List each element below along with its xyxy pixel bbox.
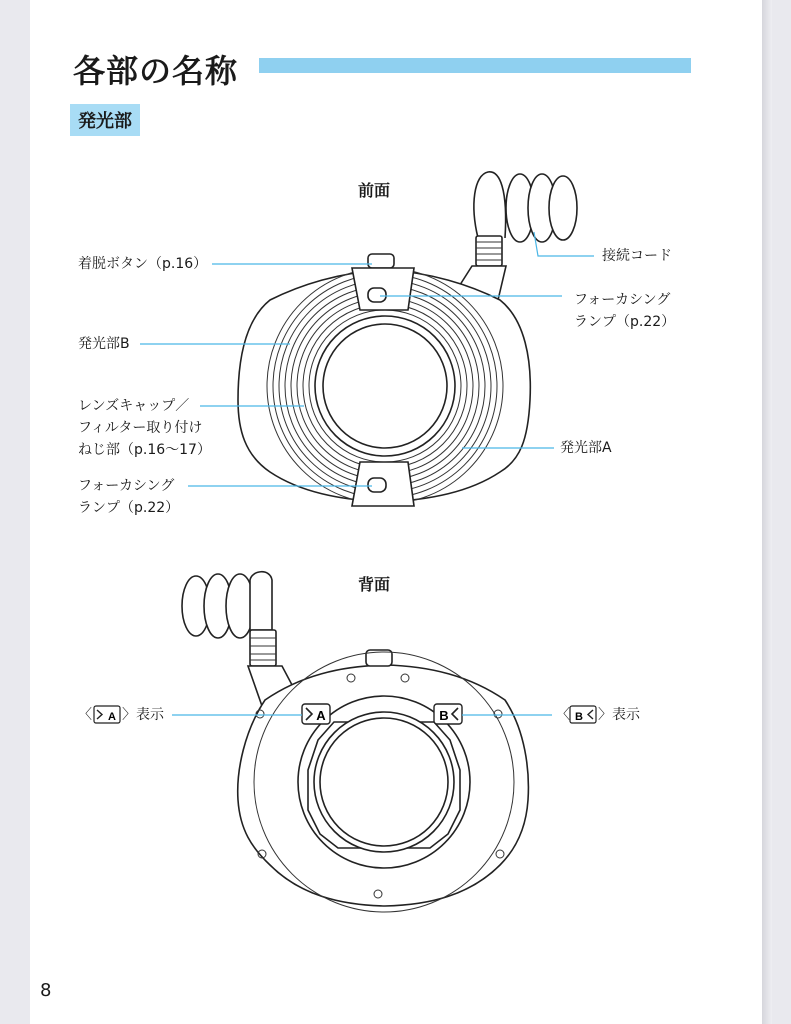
callout-lens-cap-line1: レンズキャップ／	[78, 398, 190, 414]
front-coiled-cord	[458, 172, 577, 300]
callout-b-icon	[570, 706, 596, 723]
callout-lens-cap-line2: フィルター取り付け	[78, 420, 203, 436]
back-view-illustration	[182, 572, 528, 912]
badge-a-mark	[302, 704, 330, 724]
callout-focus-lamp-lower-line2: ランプ（p.22）	[78, 500, 180, 516]
callout-focus-lamp-upper-line1: フォーカシング	[574, 292, 671, 308]
back-coiled-cord	[182, 572, 300, 706]
callout-focus-lamp-lower-line1: フォーカシング	[78, 478, 175, 494]
callout-release-button: 着脱ボタン（p.16）	[78, 256, 208, 272]
callout-a-mark-suffix: 〉表示	[122, 707, 164, 723]
callout-b-icon-label: B	[575, 711, 583, 723]
page-edge-shadow	[762, 0, 772, 1024]
front-view-label: 前面	[358, 181, 391, 200]
callout-focus-lamp-upper-line2: ランプ（p.22）	[574, 314, 676, 330]
callout-a-icon-label: A	[108, 711, 116, 723]
front-bottom-module	[352, 462, 414, 506]
callout-a-icon	[94, 706, 120, 723]
badge-b-mark	[434, 704, 462, 724]
badge-a-label: A	[316, 708, 326, 723]
back-view-label: 背面	[358, 575, 391, 594]
callout-flash-a: 発光部A	[560, 440, 612, 456]
badge-b-label: B	[439, 708, 449, 723]
callout-flash-b: 発光部B	[78, 336, 130, 352]
callout-lens-cap-line3: ねじ部（p.16～17）	[78, 442, 211, 458]
section-heading: 発光部	[70, 104, 140, 136]
callout-a-mark-prefix: 〈	[78, 707, 92, 723]
callout-connector-cord: 接続コード	[602, 248, 672, 264]
callout-b-mark-suffix: 〉表示	[598, 707, 640, 723]
front-view-illustration	[238, 172, 577, 506]
front-top-module	[352, 254, 414, 310]
page-title: 各部の名称	[73, 52, 239, 90]
page-number: 8	[40, 980, 52, 1001]
callout-b-mark-prefix: 〈	[556, 707, 570, 723]
